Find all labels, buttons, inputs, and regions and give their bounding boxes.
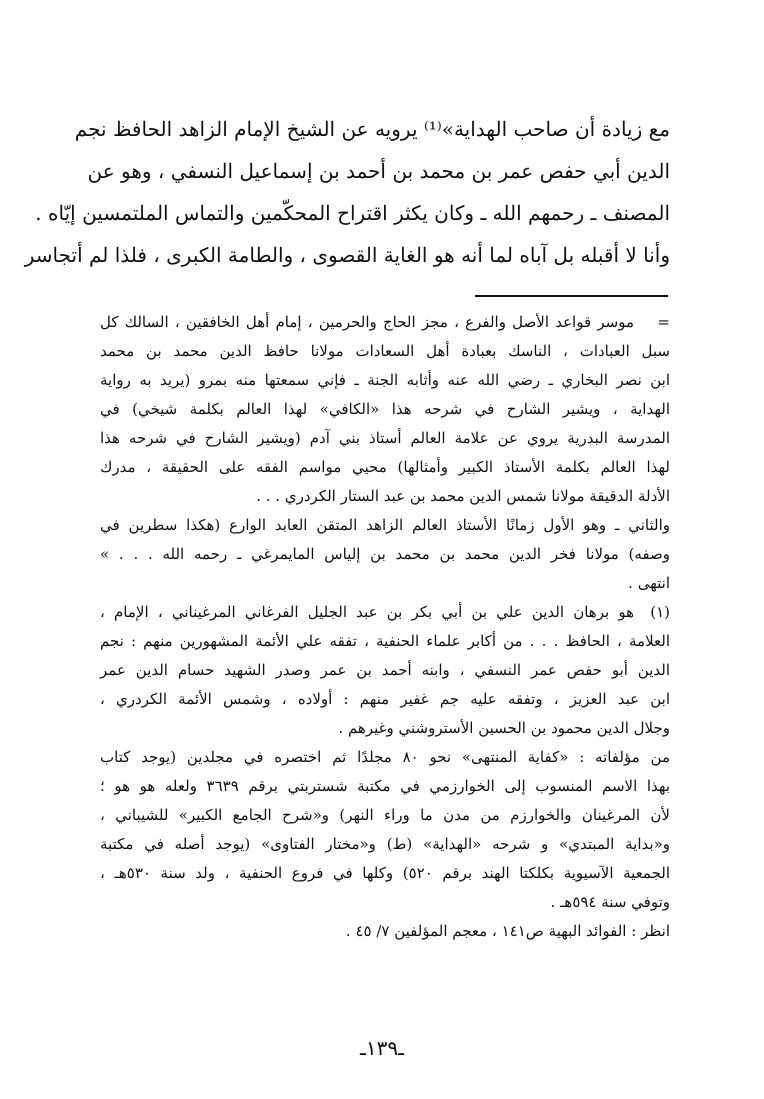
main-text-line: المصنف ـ رحمهم الله ـ وكان يكثر اقتراح المحكّمين والتماس الملتمسين إيّاه . bbox=[35, 201, 670, 225]
footnote-line: الدين أبو حفص عمر النسفي ، وابنه أحمد بن عمر وصدر الشهيد حسام الدين عمر bbox=[100, 661, 670, 679]
footnote-line: وتوفي سنة ٥٩٤هـ . bbox=[550, 893, 670, 911]
footnote-line: هو برهان الدين علي بن أبي بكر بن عبد الجليل الفرغاني المرغيناني ، الإمام ، bbox=[100, 603, 634, 621]
footnote-line: سبل العبادات ، الناسك بعبادة أهل السعادات مولانا حافظ الدين محمد بن محمد bbox=[100, 342, 670, 360]
footnote-line: الهداية ، ويشير الشارح في شرحه هذا «الكافي» لهذا العالم بكلمة شيخي) في bbox=[100, 400, 670, 418]
main-text-line: الدين أبي حفص عمر بن محمد بن أحمد بن إسماعيل النسفي ، وهو عن bbox=[87, 159, 670, 183]
footnote-line: و«بداية المبتدي» و شرحه «الهداية» (ط) و«مختار الفتاوى» (يوجد أصله في مكتبة bbox=[100, 835, 670, 853]
footnote-line: لهذا العالم بكلمة الأستاذ الكبير وأمثالها) محيي مواسم الفقه على الحقيقة ، مدرك bbox=[100, 458, 670, 476]
main-text bbox=[24, 108, 670, 276]
main-text-line: مع زيادة أن صاحب الهداية»⁽¹⁾ يرويه عن الشيخ الإمام الزاهد الحافظ نجم bbox=[74, 117, 670, 141]
footnote-number: (١) bbox=[650, 603, 670, 621]
footnotes bbox=[100, 308, 670, 946]
page-number: ـ١٣٩ـ bbox=[360, 1036, 404, 1060]
footnote-1 bbox=[100, 598, 670, 946]
footnote-line: انظر : الفوائد البهية ص١٤١ ، معجم المؤلفين ٧/ ٤٥ . bbox=[345, 922, 670, 940]
footnote-line: ابن نصر البخاري ـ رضي الله عنه وأثابه الجنة ـ فإني سمعتها منه بمرو (يريد به رواية bbox=[100, 371, 670, 389]
footnote-line: الجمعية الآسيوية بكلكتا الهند برقم ٥٢٠) وكلها في فروع الحنفية ، ولد سنة ٥٣٠هـ ، bbox=[100, 864, 671, 882]
footnote-line: ابن عبد العزيز ، وتفقه عليه جم غفير منهم : أولاده ، وشمس الأئمة الكردري ، bbox=[100, 690, 670, 708]
footnote-continued bbox=[100, 308, 670, 598]
footnote-line: والثاني ـ وهو الأول زمانًا الأستاذ العالم الزاهد المتقن العابد الوارع (هكذا سطرين في bbox=[100, 516, 670, 534]
footnote-line: الأدلة الدقيقة مولانا شمس الدين محمد بن عبد الستار الكردري . . . bbox=[256, 487, 670, 505]
footnote-line: العلامة ، الحافظ . . . من أكابر علماء الحنفية ، تفقه علي الأئمة المشهورين منهم : نجم bbox=[100, 632, 670, 650]
footnote-line: من مؤلفاته : «كفاية المنتهى» نحو ٨٠ مجلدًا ثم اختصره في مجلدين (يوجد كتاب bbox=[100, 748, 670, 766]
footnote-line: وجلال الدين محمود بن الحسين الأستروشني وغيرهم . bbox=[338, 719, 670, 737]
footnote-line: بهذا الاسم المنسوب إلى الخوارزمي في مكتبة شستربتي برقم ٣٦٣٩ ولعله هو هو ؛ bbox=[100, 777, 670, 795]
footnote-separator-rule bbox=[475, 295, 668, 297]
footnote-line: لأن المرغينان والخوارزم من مدن ما وراء النهر) و«شرح الجامع الكبير» للشيباني ، bbox=[100, 806, 670, 824]
footnote-line: وصفه) مولانا فخر الدين محمد بن محمد بن إلياس المايمرغي ـ رحمه الله . . . » bbox=[100, 545, 670, 563]
footnote-continuation-marker: = bbox=[657, 313, 670, 331]
footnote-line: انتهى . bbox=[628, 574, 670, 592]
footnote-line: موسر قواعد الأصل والفرع ، مجز الحاج والحرمين ، إمام أهل الخافقين ، السالك كل bbox=[100, 313, 634, 331]
footnote-line: المدرسة البدرية يروي عن علامة العالم أستاذ بني آدم (ويشير الشارح في شرحه هذا bbox=[100, 429, 670, 447]
main-text-line: وأنا لا أقبله بل آباه لما أنه هو الغاية القصوى ، والطامة الكبرى ، فلذا لم أتجاسر bbox=[24, 243, 670, 267]
